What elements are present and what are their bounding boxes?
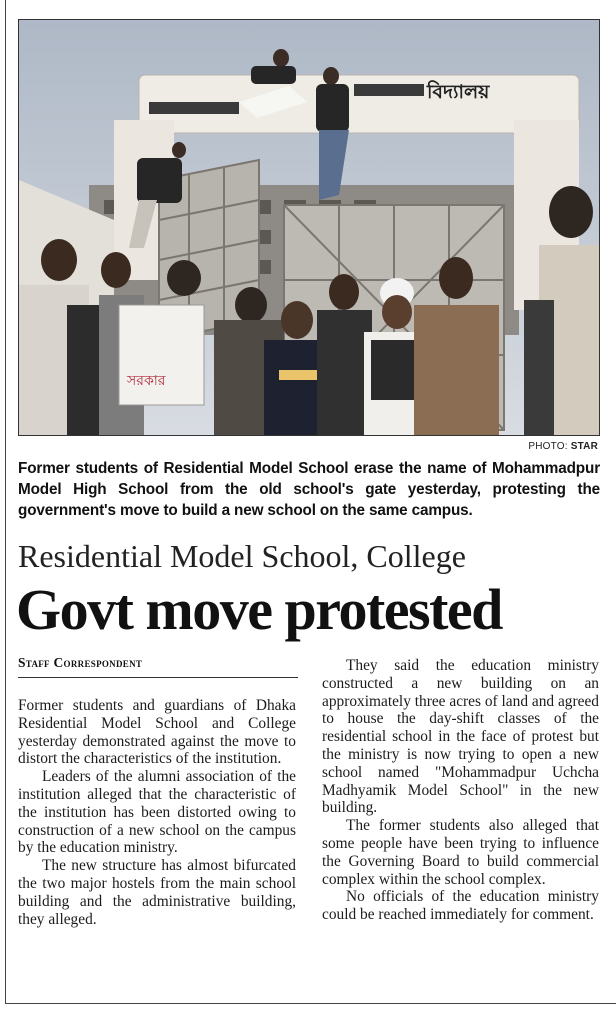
paragraph: No officials of the education ministry could be reached immediately for comment. <box>322 888 599 924</box>
photo-credit-source: STAR <box>570 441 598 452</box>
gate-sign-text: বিদ্যালয় <box>427 81 490 103</box>
photo-credit-label: PHOTO: <box>528 441 568 452</box>
paragraph: Former students and guardians of Dhaka Residential Model School and College yesterday demonstrated against the move to distort the characteristics of the institution. <box>18 697 296 768</box>
article-headline: Govt move protested <box>16 577 502 642</box>
article-byline: Staff Correspondent <box>18 655 298 678</box>
photo-credit <box>528 441 598 452</box>
article-column-1 <box>18 697 296 928</box>
column-rule-left <box>5 0 6 1003</box>
placard-text: সরকার <box>127 373 166 389</box>
paragraph: Leaders of the alumni association of the institution alleged that the characteristic of the institution has been distorted owing to construction of a new school on the campus by the education ministry. <box>18 768 296 857</box>
news-photo <box>18 19 600 436</box>
paragraph: They said the education ministry constructed a new building on an approximately three acres of land and agreed to house the day-shift classes of the residential school in the face of protest but the ministry is now trying to open a new school named "Mohammadpur Uchcha Madhyamik Model School" in the new building. <box>322 657 599 817</box>
photo-caption: Former students of Residential Model School erase the name of Mohammadpur Model High School from the old school's gate yesterday, protesting the government's move to build a new school on the same campus. <box>18 460 600 519</box>
paragraph: The new structure has almost bifurcated the two major hostels from the main school building and the administrative building, they alleged. <box>18 857 296 928</box>
column-rule-bottom <box>5 1003 616 1004</box>
article-column-2 <box>322 657 599 924</box>
article-kicker: Residential Model School, College <box>18 538 466 574</box>
paragraph: The former students also alleged that some people have been trying to influence the Governing Board to build commercial complex within the school complex. <box>322 817 599 888</box>
